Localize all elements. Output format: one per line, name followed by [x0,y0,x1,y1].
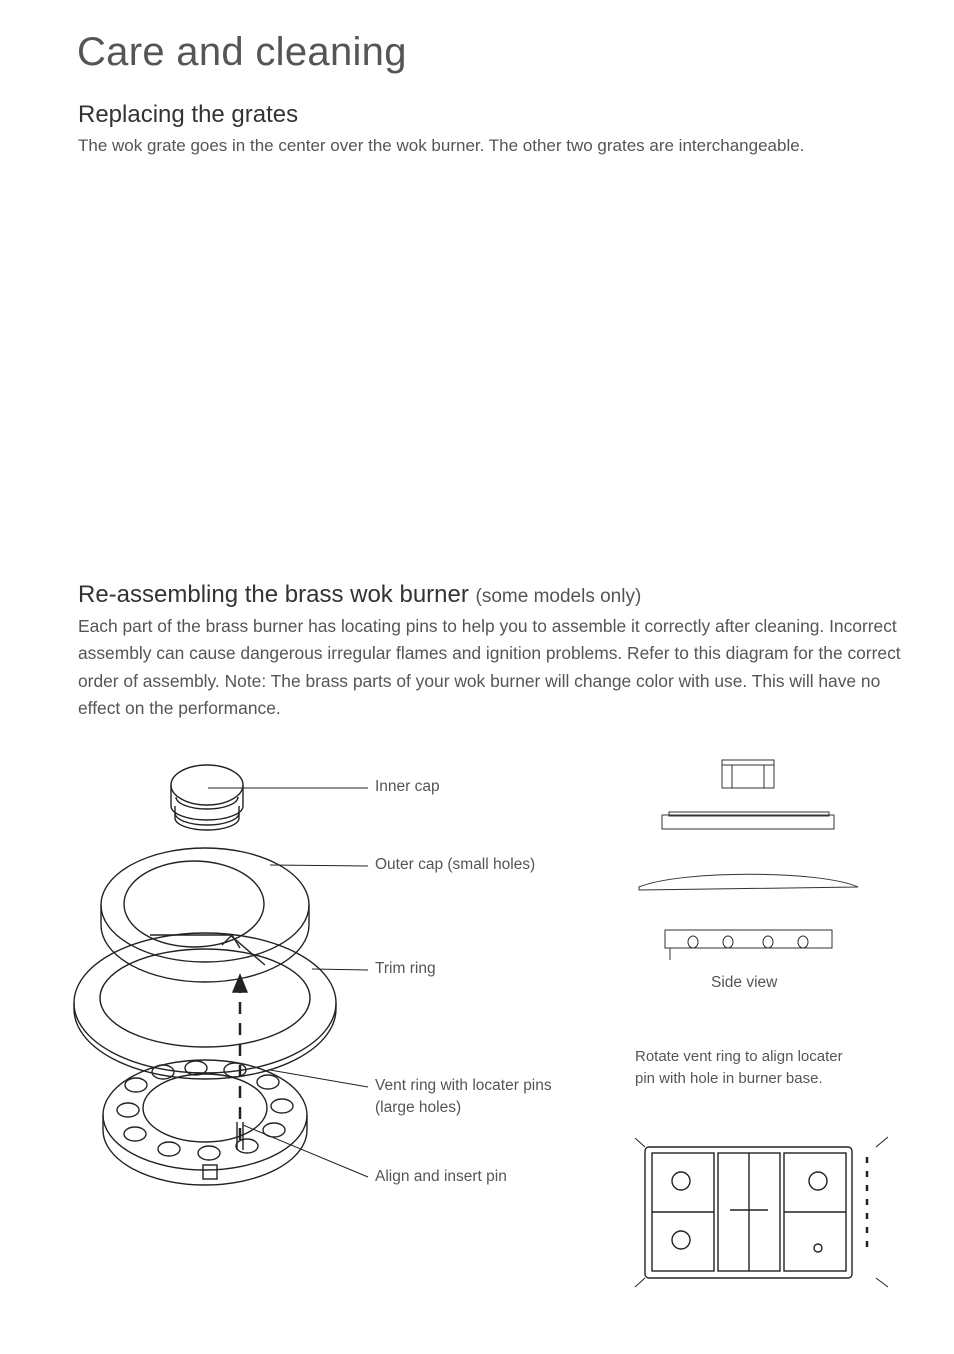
label-vent-ring [375,1075,552,1119]
label-inner-cap: Inner cap [375,778,440,795]
heading-note: (some models only) [475,586,642,607]
label-align-pin: Align and insert pin [375,1168,507,1185]
label-vent-ring-line2: (large holes) [375,1099,462,1116]
page-title: Care and cleaning [77,30,407,74]
side-view-drawing [639,760,858,960]
cooktop-grate-topview [635,1137,888,1287]
label-vent-ring-line1: Vent ring with locater pins [375,1077,552,1094]
label-outer-cap: Outer cap (small holes) [375,856,536,873]
section-heading-grates: Replacing the grates [78,101,299,128]
section-body-grates: The wok grate goes in the center over the wok burner. The other two grates are interchangeable. [78,136,805,155]
outer-cap-drawing [101,848,309,982]
section-body-burner: Each part of the brass burner has locating pins to help you to assemble it correctly after cleaning. Incorrect assembly can cause dangerous irregular flames and ignition problems. Refer to this diagram for the correct order of assembly. Note: The brass parts of your wok burner will change color with use. This will have no effect on the performance. [78,616,901,719]
rotate-note-line1: Rotate vent ring to align locater [635,1048,843,1065]
rotate-note [635,1046,843,1090]
heading-main-text: Re-assembling the brass wok burner [78,581,469,608]
label-trim-ring: Trim ring [375,960,436,977]
rotate-note-line2: pin with hole in burner base. [635,1070,823,1087]
trim-ring-drawing [74,933,336,1079]
label-side-view: Side view [711,974,778,991]
inner-cap-drawing [171,765,243,830]
